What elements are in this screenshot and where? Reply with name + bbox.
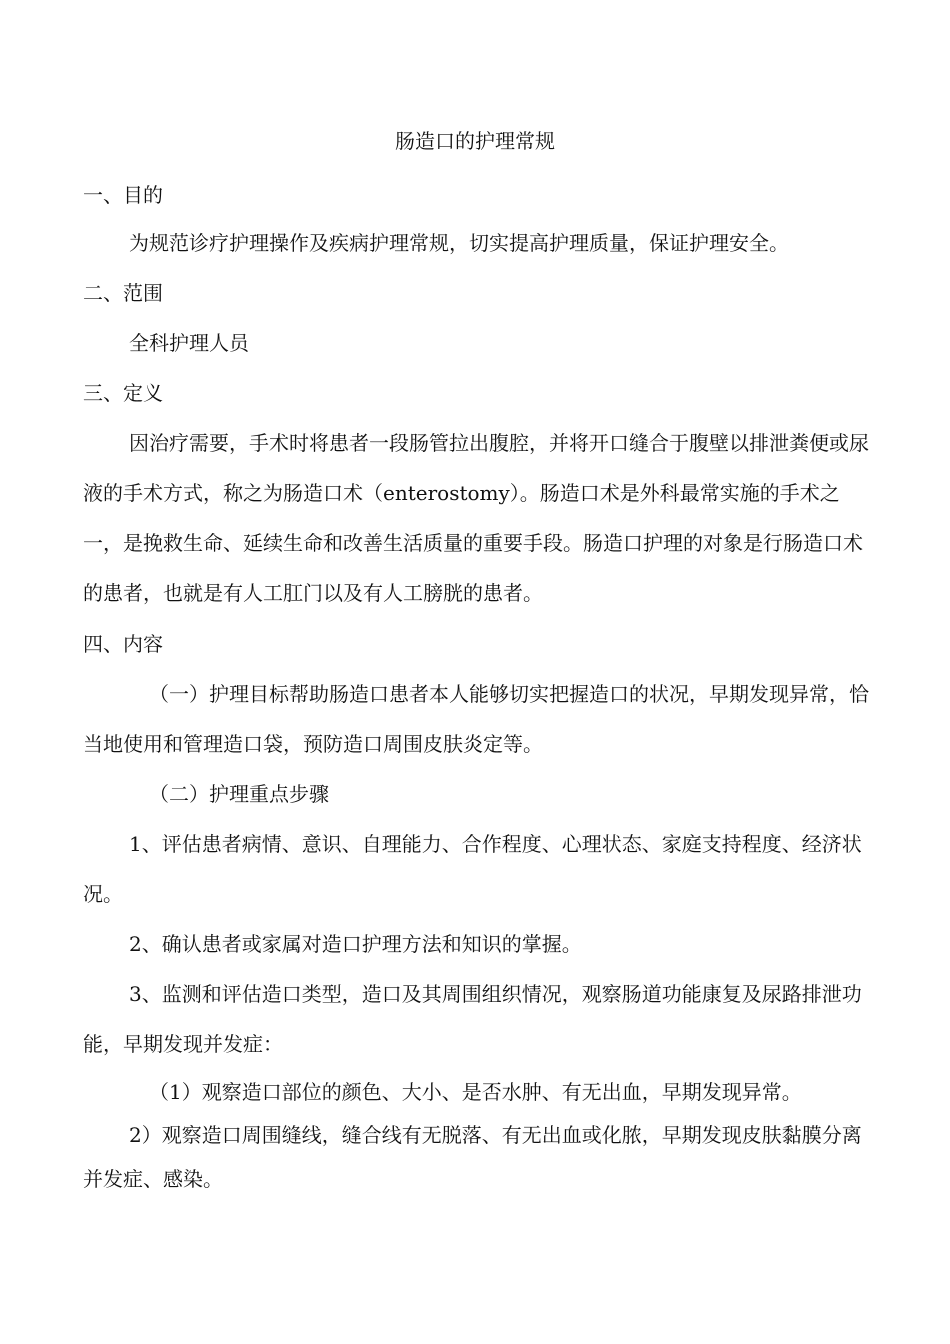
heading-definition: 三、定义: [83, 381, 163, 405]
document-title: 肠造口的护理常规: [395, 129, 555, 153]
content-steps-heading: （二）护理重点步骤: [149, 782, 329, 806]
heading-purpose: 一、目的: [83, 183, 163, 207]
step-2: 2、确认患者或家属对造口护理方法和知识的掌握。: [129, 932, 582, 956]
step-3-sub-1: （1）观察造口部位的颜色、大小、是否水肿、有无出血，早期发现异常。: [149, 1080, 802, 1104]
heading-content: 四、内容: [83, 632, 163, 656]
step-3-sub-2: 2）观察造口周围缝线，缝合线有无脱落、有无出血或化脓，早期发现皮肤黏膜分离并发症、感染。: [83, 1123, 862, 1191]
scope-text: 全科护理人员: [129, 331, 249, 355]
purpose-text: 为规范诊疗护理操作及疾病护理常规，切实提高护理质量，保证护理安全。: [129, 231, 789, 255]
step-1: 1、评估患者病情、意识、自理能力、合作程度、心理状态、家庭支持程度、经济状况。: [83, 832, 862, 906]
step-3: 3、监测和评估造口类型，造口及其周围组织情况，观察肠道功能康复及尿路排泄功能，早期发现并发症：: [83, 982, 862, 1056]
heading-scope: 二、范围: [83, 281, 163, 305]
content-goal: （一）护理目标帮助肠造口患者本人能够切实把握造口的状况，早期发现异常，恰当地使用和管理造口袋，预防造口周围皮肤炎定等。: [83, 682, 869, 756]
definition-text: 因治疗需要，手术时将患者一段肠管拉出腹腔，并将开口缝合于腹壁以排泄粪便或尿液的手术方式，称之为肠造口术（enterostomy）。肠造口术是外科最常实施的手术之一，是挽救生命、延续生命和改善生活质量的重要手段。肠造口护理的对象是行肠造口术的患者，也就是有人工肛门以及有人工膀胱的患者。: [83, 431, 869, 605]
